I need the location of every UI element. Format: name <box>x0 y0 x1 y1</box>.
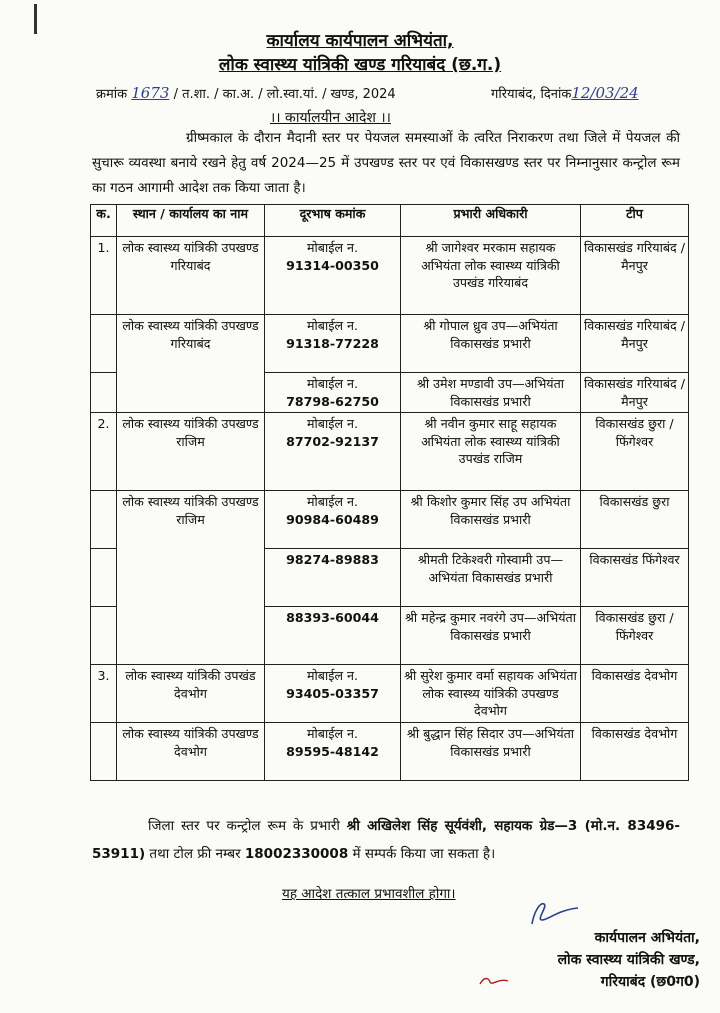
header-remark: टीप <box>581 205 689 237</box>
signature <box>518 898 588 928</box>
place-cell: लोक स्वास्थ्य यांत्रिकी उपखण्ड राजिम <box>117 491 265 665</box>
order-title: ।। कार्यालयीन आदेश ।। <box>270 110 391 126</box>
remark-cell: विकासखंड फिंगेश्वर <box>581 549 689 607</box>
remark-cell: विकासखंड छुरा <box>581 491 689 549</box>
reference-label: क्रमांक <box>96 87 128 102</box>
sn-cell <box>91 373 117 413</box>
signatory-designation: कार्यपालन अभियंता, <box>594 930 700 946</box>
officer-cell: श्री नवीन कुमार साहू सहायक अभियंता लोक स्वास्थ्य यांत्रिकी उपखंड राजिम <box>401 413 581 491</box>
place-cell: लोक स्वास्थ्य यांत्रिकी उपखण्ड राजिम <box>117 413 265 491</box>
district-paragraph: जिला स्तर पर कन्ट्रोल रूम के प्रभारी श्री अखिलेश सिंह सूर्यवंशी, सहायक ग्रेड—3 (मो.न. 83496-53911) तथा टोल फ्री नम्बर 18002330008 में सम्पर्क किया जा सकता है। <box>92 818 680 862</box>
department-heading: लोक स्वास्थ्य यांत्रिकी खण्ड गरियाबंद (छ.ग.) <box>218 55 502 75</box>
phone-cell: मोबाईल न. 87702-92137 <box>265 413 401 491</box>
remark-cell: विकासखंड देवभोग <box>581 723 689 781</box>
sn-cell: 2. <box>91 413 117 491</box>
table-header-row <box>91 205 689 237</box>
intro-paragraph: ग्रीष्मकाल के दौरान मैदानी स्तर पर पेयजल समस्याओं के त्वरित निराकरण तथा जिले में पेयजल की सुचारू व्यवस्था बनाये रखने हेतु वर्ष 2024—25 में उपखण्ड स्तर पर एवं विकासखण्ड स्तर पर निम्नानुसार कन्ट्रोल रूम का गठन आगामी आदेश तक किया जाता है। <box>92 130 680 196</box>
place-cell: लोक स्वास्थ्य यांत्रिकी उपखण्ड गरियाबंद <box>117 315 265 413</box>
sn-cell <box>91 723 117 781</box>
officer-cell: श्री उमेश मण्डावी उप—अभियंता विकासखंड प्रभारी <box>401 373 581 413</box>
table-row <box>91 723 689 781</box>
officer-cell: श्री गोपाल ध्रुव उप—अभियंता विकासखंड प्रभारी <box>401 315 581 373</box>
sn-cell: 1. <box>91 237 117 315</box>
phone-cell: मोबाईल न. 89595-48142 <box>265 723 401 781</box>
place-date-label: गरियाबंद, दिनांक <box>491 87 572 102</box>
officer-cell: श्री जागेश्वर मरकाम सहायक अभियंता लोक स्वास्थ्य यांत्रिकी उपखंड गरियाबंद <box>401 237 581 315</box>
signatory-department: लोक स्वास्थ्य यांत्रिकी खण्ड, <box>557 952 700 968</box>
header-place: स्थान / कार्यालय का नाम <box>117 205 265 237</box>
reference-code: / त.शा. / का.अ. / लो.स्वा.यां. / खण्ड, 2024 <box>173 87 396 102</box>
officer-cell: श्री किशोर कुमार सिंह उप अभियंता विकासखंड प्रभारी <box>401 491 581 549</box>
officer-cell: श्रीमती टिकेश्वरी गोस्वामी उप—अभियंता विकासखंड प्रभारी <box>401 549 581 607</box>
sn-cell <box>91 607 117 665</box>
effective-line: यह आदेश तत्काल प्रभावशील होगा। <box>282 886 456 902</box>
phone-cell: 88393-60044 <box>265 607 401 665</box>
phone-cell: 98274-89883 <box>265 549 401 607</box>
header-phone: दूरभाष कमांक <box>265 205 401 237</box>
office-heading: कार्यालय कार्यपालन अभियंता, <box>266 31 454 51</box>
place-cell: लोक स्वास्थ्य यांत्रिकी उपखण्ड देवभोग <box>117 723 265 781</box>
order-date: 12/03/24 <box>571 84 639 102</box>
sn-cell <box>91 315 117 373</box>
table-row <box>91 491 689 549</box>
sn-cell <box>91 549 117 607</box>
phone-cell: मोबाईल न. 78798-62750 <box>265 373 401 413</box>
officer-cell: श्री महेन्द्र कुमार नवरंगे उप—अभियंता विकासखंड प्रभारी <box>401 607 581 665</box>
table-row <box>91 413 689 491</box>
place-cell: लोक स्वास्थ्य यांत्रिकी उपखण्ड गरियाबंद <box>117 237 265 315</box>
place-cell: लोक स्वास्थ्य यांत्रिकी उपखंड देवभोग <box>117 665 265 723</box>
signatory-place: गरियाबंद (छ0ग0) <box>600 974 700 990</box>
sn-cell: 3. <box>91 665 117 723</box>
remark-cell: विकासखंड छुरा / फिंगेश्वर <box>581 413 689 491</box>
officer-cell: श्री सुरेश कुमार वर्मा सहायक अभियंता लोक स्वास्थ्य यांत्रिकी उपखण्ड देवभोग <box>401 665 581 723</box>
table-row <box>91 665 689 723</box>
phone-cell: मोबाईल न. 90984-60489 <box>265 491 401 549</box>
sn-cell <box>91 491 117 549</box>
control-room-table <box>90 204 689 781</box>
header-officer: प्रभारी अधिकारी <box>401 205 581 237</box>
phone-cell: मोबाईल न. 91318-77228 <box>265 315 401 373</box>
phone-cell: मोबाईल न. 91314-00350 <box>265 237 401 315</box>
tollfree-number: 18002330008 <box>244 846 349 862</box>
remark-cell: विकासखंड देवभोग <box>581 665 689 723</box>
initials-mark <box>478 975 510 987</box>
remark-cell: विकासखंड गरियाबंद / मैनपुर <box>581 315 689 373</box>
district-incharge: श्री अखिलेश सिंह सूर्यवंशी, सहायक ग्रेड—3 (मो.न. 83496-53911) <box>92 818 680 862</box>
reference-number: 1673 <box>131 84 170 102</box>
officer-cell: श्री बुद्धान सिंह सिदार उप—अभियंता विकासखंड प्रभारी <box>401 723 581 781</box>
table-row <box>91 237 689 315</box>
remark-cell: विकासखंड गरियाबंद / मैनपुर <box>581 237 689 315</box>
header-sn: क. <box>91 205 117 237</box>
phone-cell: मोबाईल न. 93405-03357 <box>265 665 401 723</box>
remark-cell: विकासखंड गरियाबंद / मैनपुर <box>581 373 689 413</box>
table-row <box>91 315 689 373</box>
remark-cell: विकासखंड छुरा / फिंगेश्वर <box>581 607 689 665</box>
